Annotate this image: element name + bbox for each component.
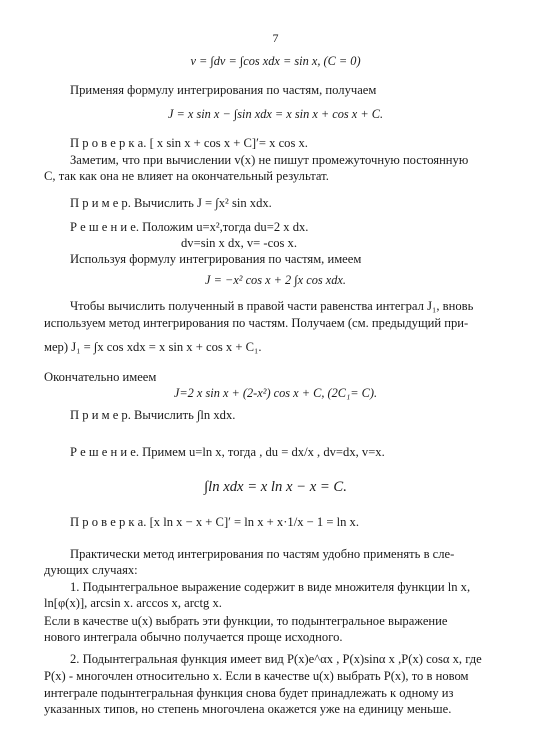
text-line: Используя формулу интегрирования по частям, имеем [70,252,362,266]
formula-j-result: J = x sin x − ∫sin xdx = x sin x + cos x + C. [167,107,384,121]
check-line: П р о в е р к а. [x ln x − x + C]′ = ln x + x·1/x − 1 = ln x. [70,515,359,529]
text-line: 2. Подынтегральная функция имеет вид P(x)e^αx , P(x)sinα x ,P(x) cosα x, где [70,652,482,666]
formula-final-j: J=2 x sin x + (2-x²) cos x + C, (2C₁= C). [173,386,378,400]
example-heading: П р и м е р. Вычислить ∫ln xdx. [70,408,236,422]
text-line: используем метод интегрирования по частям. Получаем (см. предыдущий при- [44,316,469,330]
formula-ln-integral: ∫ln xdx = x ln x − x = C. [204,479,347,495]
text-line: дующих случаях: [44,563,138,577]
text-line: интеграле подынтегральная функция снова будет принадлежать к одному из [44,686,454,700]
text-line: нового интеграла обычно получается проще исходного. [44,630,343,644]
text-line: мер) J₁ = ∫x cos xdx = x sin x + cos x + C₁. [44,340,262,354]
text-line: Применяя формулу интегрирования по частям, получаем [70,83,377,97]
text-line: Окончательно имеем [44,370,157,384]
text-line: P(x) - многочлен относительно x. Если в качестве u(x) выбрать P(x), то в новом [44,669,469,683]
text-line: Если в качестве u(x) выбрать эти функции, то подынтегральное выражение [44,614,448,628]
solution-line: Р е ш е н и е. Положим u=x²,тогда du=2 x dx. [70,220,309,234]
text-line: Заметим, что при вычислении v(x) не пишут промежуточную постоянную [70,153,469,167]
formula-j-parts: J = −x² cos x + 2 ∫x cos xdx. [205,273,346,287]
check-line: П р о в е р к а. [ x sin x + cos x + C]′= x cos x. [70,136,308,150]
text-line: Чтобы вычислить полученный в правой части равенства интеграл J₁, вновь [70,299,474,313]
text-line: dv=sin x dx, v= -cos x. [181,236,298,250]
text-line: Практически метод интегрирования по частям удобно применять в сле- [70,547,455,561]
page-number: 7 [272,31,279,45]
formula-v-integral: v = ∫dv = ∫cos xdx = sin x, (C = 0) [190,54,361,68]
solution-line: Р е ш е н и е. Примем u=ln x, тогда , du = dx/x , dv=dx, v=x. [70,445,385,459]
text-line: указанных типов, но степень многочлена окажется уже на единицу меньше. [44,702,452,716]
example-heading: П р и м е р. Вычислить J = ∫x² sin xdx. [70,196,272,210]
text-line: ln[φ(x)], arcsin x. arccos x, arctg x. [44,596,222,610]
text-line: C, так как она не влияет на окончательный результат. [44,169,329,183]
text-line: 1. Подынтегральное выражение содержит в виде множителя функции ln x, [70,580,471,594]
